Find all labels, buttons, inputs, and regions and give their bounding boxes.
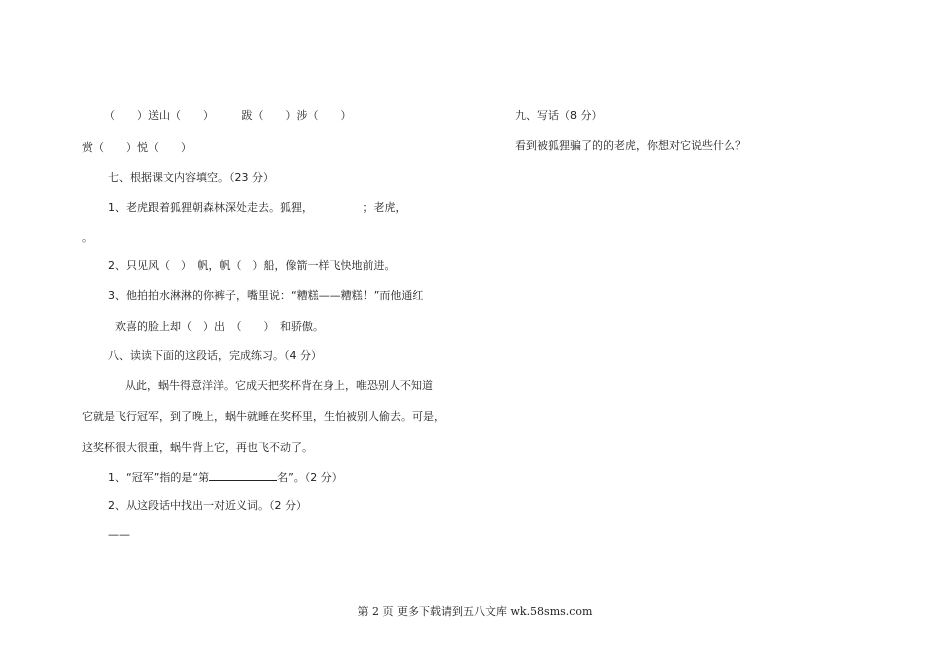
idiom-line-2: 赏（ ）悦（ ） [82,141,192,154]
section-8-question-1-prefix: 1、“冠军”指的是“第 [108,471,210,484]
page-footer: 第 2 页 更多下载请到五八文库 wk.58sms.com [357,605,593,618]
section-8-title: 八、读读下面的这段话，完成练习。（4 分） [108,349,322,362]
passage-line-3: 这奖杯很大很重，蜗牛背上它，再也飞不动了。 [82,441,313,454]
section-7-question-3-line-1: 3、他拍拍水淋淋的你裤子，嘴里说：“糟糕——糟糕！”而他通红 [108,289,424,302]
idiom-line-1: （ ）送山（ ） 跋（ ）涉（ ） [104,109,352,122]
section-9-prompt: 看到被狐狸骗了的的老虎，你想对它说些什么？ [515,139,746,152]
passage-line-1: 从此，蜗牛得意洋洋。它成天把奖杯背在身上，唯恐别人不知道 [125,379,433,392]
section-8-question-1-suffix: 名”。（2 分） [277,471,343,484]
section-7-question-1-end: 。 [82,231,93,244]
section-7-question-2: 2、只见风（ ） 帆，帆（ ）船，像箭一样飞快地前进。 [108,259,396,272]
section-7-question-3-line-2: 欢喜的脸上却（ ）出 （ ） 和骄傲。 [115,320,324,333]
section-8-question-1 [108,469,343,485]
answer-blank[interactable] [209,469,277,481]
section-8-question-2: 2、从这段话中找出一对近义词。（2 分） [108,499,307,512]
section-9-title: 九、写话（8 分） [515,109,603,122]
section-7-question-1: 1、老虎跟着狐狸朝森林深处走去。狐狸， ；老虎， [108,201,407,214]
passage-line-2: 它就是飞行冠军，到了晚上，蜗牛就睡在奖杯里，生怕被别人偷去。可是， [82,410,445,423]
section-7-title: 七、根据课文内容填空。（23 分） [108,171,274,184]
synonym-answer-blank: —— [108,528,130,541]
